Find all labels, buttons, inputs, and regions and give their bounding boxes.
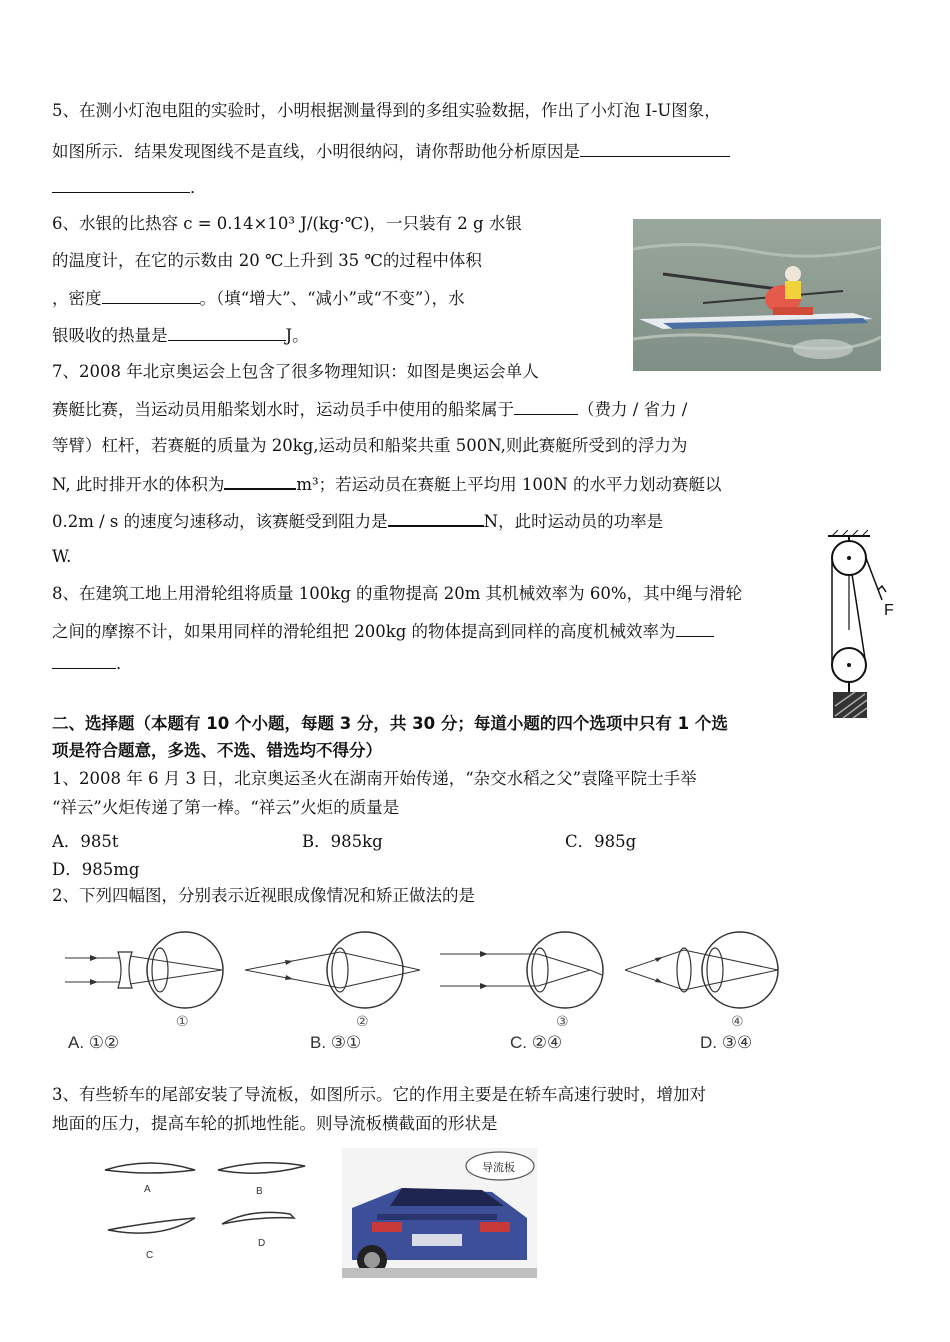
mc2-line-1: 2、下列四幅图，分别表示近视眼成像情况和矫正做法的是 — [52, 886, 475, 905]
q7-line-5b: N，此时运动员的功率是 — [483, 512, 664, 531]
q7-line-5 — [52, 509, 663, 533]
q8-efficiency-blank-2[interactable] — [52, 652, 116, 669]
q8-line-3 — [52, 652, 133, 675]
q7-line-2b: （费力 / 省力 / — [578, 400, 688, 419]
mc1-option-b[interactable]: B．985kg — [302, 832, 383, 851]
mc2-answer-b[interactable]: B. ③① — [310, 1033, 362, 1052]
mc2-answer-d[interactable]: D. ③④ — [700, 1033, 753, 1052]
q8-line-1: 8、在建筑工地上用滑轮组将质量 100kg 的重物提高 20m 其机械效率为 60%，其中绳与滑轮 — [52, 584, 743, 603]
spoiler-callout-text: 导流板 — [482, 1162, 515, 1174]
mc3-line-1: 3、有些轿车的尾部安装了导流板，如图所示。它的作用主要是在轿车高速行驶时，增加对 — [52, 1085, 706, 1104]
eye-diagrams — [60, 920, 790, 1056]
shape-c-label: C — [146, 1250, 154, 1261]
q7-line-2 — [52, 398, 687, 421]
q7-line-6: W. — [52, 547, 72, 566]
spoiler-shapes — [100, 1148, 340, 1278]
q7-lever-blank[interactable] — [514, 398, 578, 415]
q5-answer-blank-1[interactable] — [580, 140, 730, 157]
q6-line-2: 的温度计，在它的示数由 20 ℃上升到 35 ℃的过程中体积 — [52, 251, 482, 270]
q8-line-3-end: ． — [116, 654, 133, 673]
mc1-option-c[interactable]: C．985g — [565, 832, 637, 851]
car-photo — [342, 1148, 537, 1278]
shape-d — [222, 1212, 294, 1224]
pulley-diagram — [822, 530, 902, 722]
q7-line-4b: m³；若运动员在赛艇上平均用 100N 的水平力划动赛艇以 — [296, 475, 722, 494]
q6-line-3a: ，密度 — [52, 289, 102, 308]
shape-a — [105, 1163, 195, 1173]
q6-heat-blank[interactable] — [168, 324, 286, 341]
mc1-option-a[interactable]: A．985t — [52, 832, 119, 851]
mc3-line-2: 地面的压力，提高车轮的抓地性能。则导流板横截面的形状是 — [52, 1114, 498, 1133]
shape-b — [218, 1163, 305, 1173]
q7-line-4 — [52, 472, 722, 496]
eye-figure-2-label: ② — [356, 1013, 369, 1029]
q6-line-4a: 银吸收的热量是 — [52, 326, 168, 345]
q7-line-4a: N, 此时排开水的体积为 — [52, 475, 225, 494]
mc1-line-2: “祥云”火炬传递了第一棒。“祥云”火炬的质量是 — [52, 798, 400, 817]
eye-figure-1 — [65, 932, 223, 1029]
q6-line-3 — [52, 287, 465, 310]
shape-c — [108, 1218, 195, 1233]
q8-efficiency-blank-1[interactable] — [676, 620, 714, 637]
q8-line-2 — [52, 620, 714, 643]
q7-line-3: 等臂）杠杆，若赛艇的质量为 20kg,运动员和船桨共重 500N,则此赛艇所受到的浮力为 — [52, 436, 688, 455]
q6-line-1: 6、水银的比热容 c = 0.14×10³ J/(kg·℃)，一只装有 2 g 水银 — [52, 214, 522, 233]
q8-line-2-text: 之间的摩擦不计，如果用同样的滑轮组把 200kg 的物体提高到同样的高度机械效率为 — [52, 622, 676, 641]
q6-density-blank[interactable] — [102, 287, 200, 304]
mc2-answer-a[interactable]: A. ①② — [68, 1033, 120, 1052]
q5-line-2-text: 如图所示．结果发现图线不是直线，小明很纳闷，请你帮助他分析原因是 — [52, 142, 580, 161]
section2-title-line-2: 项是符合题意，多选、不选、错选均不得分） — [52, 741, 382, 760]
q7-line-1: 7、2008 年北京奥运会上包含了很多物理知识：如图是奥运会单人 — [52, 362, 539, 381]
mc1-line-1: 1、2008 年 6 月 3 日，北京奥运圣火在湖南开始传递，“杂交水稻之父”袁隆平院士手举 — [52, 769, 697, 788]
eye-figure-3-label: ③ — [556, 1013, 569, 1029]
q6-line-3b: 。（填“增大”、“减小”或“不变”），水 — [199, 289, 465, 308]
q7-resistance-blank[interactable] — [388, 509, 484, 527]
eye-figure-4 — [625, 932, 778, 1029]
shape-a-label: A — [144, 1184, 151, 1195]
q6-line-4b: J。 — [285, 326, 309, 345]
q7-volume-blank[interactable] — [224, 472, 296, 490]
eye-figure-2 — [245, 932, 420, 1029]
shape-b-label: B — [256, 1186, 263, 1197]
shape-d-label: D — [258, 1238, 266, 1249]
q5-line-2 — [52, 140, 730, 163]
pulley-force-label: F — [884, 602, 894, 619]
eye-figure-4-label: ④ — [731, 1013, 744, 1029]
q5-line-1: 5、在测小灯泡电阻的实验时，小明根据测量得到的多组实验数据，作出了小灯泡 I-U图象， — [52, 101, 721, 120]
eye-figure-1-label: ① — [176, 1013, 189, 1029]
rowing-photo — [633, 219, 881, 371]
eye-figure-3 — [440, 932, 603, 1029]
q5-answer-blank-2[interactable] — [52, 176, 190, 193]
q7-line-2a: 赛艇比赛，当运动员用船桨划水时，运动员手中使用的船桨属于 — [52, 400, 514, 419]
mc2-answer-c[interactable]: C. ②④ — [510, 1033, 563, 1052]
section2-title-line-1: 二、选择题（本题有 10 个小题，每题 3 分，共 30 分；每道小题的四个选项中只有 1 个选 — [52, 714, 728, 733]
mc1-option-d[interactable]: D．985mg — [52, 860, 140, 879]
q6-line-4 — [52, 324, 309, 347]
q5-line-3 — [52, 176, 207, 199]
q7-line-5a: 0.2m / s 的速度匀速移动，该赛艇受到阻力是 — [52, 512, 388, 531]
q5-line-3-end: ． — [190, 178, 207, 197]
